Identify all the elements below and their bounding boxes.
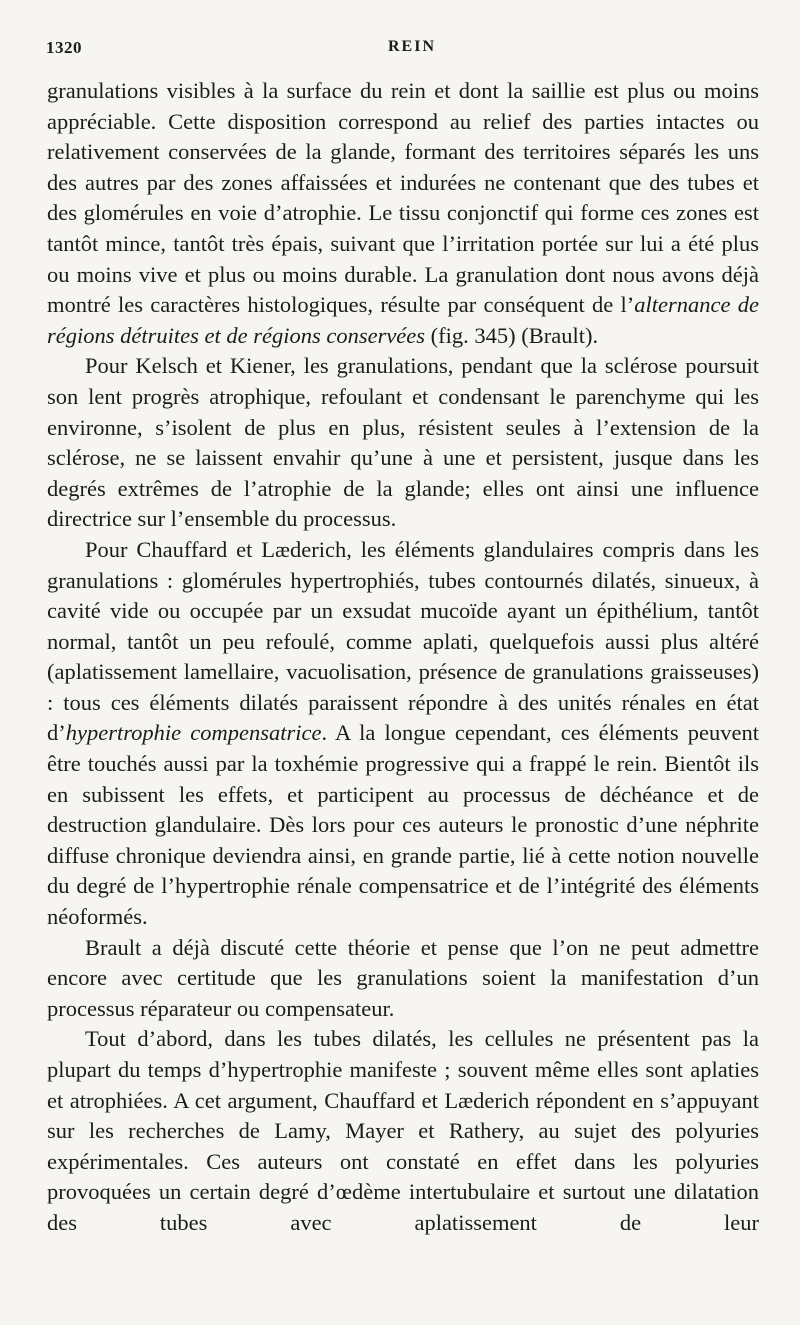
emphasis-text: alternance de régions détruites et de régions conservées	[47, 292, 759, 348]
text-run: (fig. 345) (Brault).	[425, 322, 599, 348]
text-run: . A la longue cependant, ces éléments peuvent être touchés aussi par la toxhémie progressive qui a frappé le rein. Bientôt ils en subissent les effets, et participent au processus de déchéance et de destruction glandulaire. Dès lors pour ces auteurs le pronostic d’une néphrite diffuse chronique deviendra ainsi, en grande partie, lié à cette notion nouvelle du degré de l’hypertrophie rénale compensatrice et de l’intégrité des éléments néoformés.	[47, 720, 759, 930]
emphasis-text: hypertrophie compensatrice	[65, 720, 322, 746]
page-number: 1320	[46, 38, 82, 57]
text-run: Pour Kelsch et Kiener, les granulations, pendant que la sclérose poursuit son lent progrès atrophique, refoulant et condensant le parenchyme qui les environne, s’isolent de plus en plus, résistent seules à l’extension de la sclérose, ne se laissent envahir qu’une à une et persistent, jusque dans les degrés extrêmes de l’atrophie de la glande; elles ont ainsi une influence directrice sur l’ensemble du processus.	[47, 353, 759, 532]
text-run: granulations visibles à la surface du rein et dont la saillie est plus ou moins appréciable. Cette disposition correspond au relief des parties intactes ou relativement conservées de la glande, formant des territoires séparés les uns des autres par des zones affaissées et indurées ne contenant que des tubes et des glomérules en voie d’atrophie. Le tissu conjonctif qui forme ces zones est tantôt mince, tantôt très épais, suivant que l’irritation portée sur lui a été plus ou moins vive et plus ou moins durable. La granulation dont nous avons déjà montré les caractères histologiques, résulte par conséquent de l’	[47, 78, 759, 318]
paragraph-5	[47, 1024, 759, 1238]
paragraph-4	[47, 933, 759, 1025]
running-head	[46, 38, 758, 62]
text-run: Tout d’abord, dans les tubes dilatés, les cellules ne présentent pas la plupart du temps d’hypertrophie manifeste ; souvent même elles sont aplaties et atrophiées. A cet argument, Chauffard et Læderich répondent en s’appuyant sur les recherches de Lamy, Mayer et Rathery, au sujet des polyuries expérimentales. Ces auteurs ont constaté en effet dans les polyuries provoquées un certain degré d’œdème intertubulaire et surtout une dilatation des tubes avec aplatissement de leur	[47, 1026, 759, 1235]
running-title: REIN	[387, 38, 436, 55]
paragraph-1	[47, 76, 759, 351]
paragraph-3	[47, 535, 759, 933]
text-run: Brault a déjà discuté cette théorie et pense que l’on ne peut admettre encore avec certitude que les granulations soient la manifestation d’un processus réparateur ou compensateur.	[47, 934, 759, 1021]
paragraph-2	[47, 351, 759, 535]
text-run: Pour Chauffard et Læderich, les éléments glandulaires compris dans les granulations : glomérules hypertrophiés, tubes contournés dilatés, sinueux, à cavité vide ou occupée par un exsudat mucoïde ayant un épithélium, tantôt normal, tantôt un peu refoulé, comme aplati, quelquefois aussi plus altéré (aplatissement lamellaire, vacuolisation, présence de granulations graisseuses) : tous ces éléments dilatés paraissent répondre à des unités rénales en état d’	[47, 536, 759, 746]
body-text	[47, 76, 759, 1239]
